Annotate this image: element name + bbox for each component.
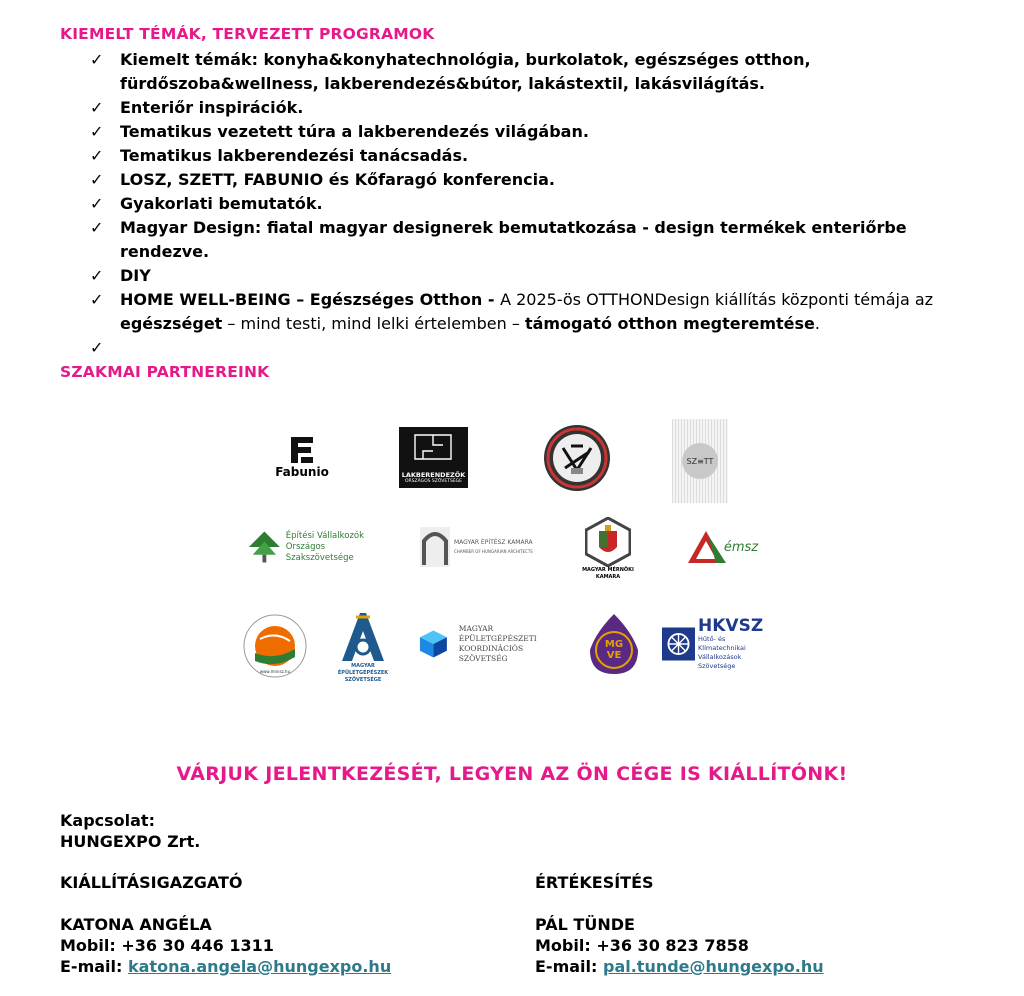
mek-logo: MAGYAR ÉPÍTÉSZ KAMARA CHAMBER OF HUNGARIAN ARCHITECTS xyxy=(420,525,535,569)
list-item-empty xyxy=(90,336,980,360)
list-item: ✓ LOSZ, SZETT, FABUNIO és Kőfaragó konferencia. xyxy=(90,168,980,192)
call-to-action: VÁRJUK JELENTKEZÉSÉT, LEGYEN AZ ÖN CÉGE IS KIÁLLÍTÓNK! xyxy=(176,763,848,785)
list-item: ✓ Gyakorlati bemutatók. xyxy=(90,192,980,216)
fabunio-logo: Fabunio xyxy=(272,433,332,483)
check-icon: ✓ xyxy=(90,50,104,69)
fabunio-mark-icon xyxy=(287,437,317,463)
check-icon: ✓ xyxy=(90,266,104,285)
email-link[interactable]: katona.angela@hungexpo.hu xyxy=(127,957,392,976)
kofarago-logo xyxy=(541,424,613,492)
mmk-logo: MAGYAR MÉRNÖKI KAMARA xyxy=(578,514,638,584)
hkvsz-mark-icon xyxy=(662,626,695,662)
evosz-tree-icon xyxy=(247,529,282,565)
mmk-shield-icon xyxy=(585,517,631,567)
mepsz-logo: MAGYAR ÉPÜLETGÉPÉSZEK SZÖVETSÉGE xyxy=(332,606,394,688)
contact-phone: Mobil: +36 30 446 1311 xyxy=(60,936,274,955)
list-item: ✓ Tematikus lakberendezési tanácsadás. xyxy=(90,144,980,168)
check-icon: ✓ xyxy=(90,170,104,189)
contact-name: PÁL TÜNDE xyxy=(535,915,635,934)
emsz-logo: émsz xyxy=(682,527,762,567)
program-list xyxy=(90,48,980,360)
mek-arch-icon xyxy=(420,527,450,567)
check-icon: ✓ xyxy=(90,122,104,141)
list-item: ✓ HOME WELL-BEING – Egészséges Otthon - A 2025-ös OTTHONDesign kiállítás központi témája az egészséget – mind testi, mind lelki értelemben – támogató otthon megteremtése. xyxy=(90,290,934,333)
email-link[interactable]: pal.tunde@hungexpo.hu xyxy=(602,957,824,976)
list-item: ✓ Tematikus vezetett túra a lakberendezés világában. xyxy=(90,120,980,144)
list-item: ✓ Kiemelt témák: konyha&konyhatechnológia, burkolatok, egészséges otthon, fürdőszoba&wellness, lakberendezés&bútor, lakástextil, lakásvilágítás. xyxy=(90,50,811,93)
list-item: ✓ Magyar Design: fiatal magyar designerek bemutatkozása - design termékek enteriőrbe rendezve. xyxy=(90,218,907,261)
mekosz-logo: MAGYAR ÉPÜLETGÉPÉSZETI KOORDINÁCIÓS SZÖVETSÉG xyxy=(418,622,570,666)
list-item: ✓ Enteriőr inspirációk. xyxy=(90,96,980,120)
contact-header xyxy=(60,810,200,852)
check-icon: ✓ xyxy=(90,290,104,309)
contact-email: E-mail: katona.angela@hungexpo.hu xyxy=(60,957,392,976)
contact-email: E-mail: pal.tunde@hungexpo.hu xyxy=(535,957,824,976)
emsz-triangle-icon xyxy=(686,529,726,565)
losz-logo: LAKBERENDEZŐK ORSZÁGOS SZÖVETSÉGE xyxy=(399,427,468,488)
losz-floorplan-icon xyxy=(413,433,453,461)
contact-name: KATONA ANGÉLA xyxy=(60,915,212,934)
stonemason-seal-icon xyxy=(541,424,613,492)
mekosz-cube-icon xyxy=(418,628,449,660)
evosz-logo: Építési Vállalkozók Országos Szakszövetsége xyxy=(247,528,392,566)
check-icon: ✓ xyxy=(90,338,104,357)
list-item: ✓ DIY xyxy=(90,264,980,288)
mepsz-mark-icon xyxy=(336,611,390,663)
check-icon: ✓ xyxy=(90,98,104,117)
section-title-programs: KIEMELT TÉMÁK, TERVEZETT PROGRAMOK xyxy=(60,25,435,43)
contact-right xyxy=(535,872,824,977)
contact-label: Kapcsolat: xyxy=(60,811,155,830)
szett-logo: SZ≡TT xyxy=(672,419,728,503)
contact-phone: Mobil: +36 30 823 7858 xyxy=(535,936,749,955)
contact-role: KIÁLLÍTÁSIGAZGATÓ xyxy=(60,873,243,892)
check-icon: ✓ xyxy=(90,194,104,213)
company-name: HUNGEXPO Zrt. xyxy=(60,832,201,851)
hkvsz-logo: HKVSZ Hűtő- és Klímatechnikai Vállalkozások Szövetsége xyxy=(662,625,774,663)
mnnsz-logo: www.mnnsz.hu xyxy=(242,613,308,679)
check-icon: ✓ xyxy=(90,218,104,237)
contact-role: ÉRTÉKESÍTÉS xyxy=(535,873,654,892)
mgve-logo: MG VE xyxy=(586,612,642,676)
contact-left xyxy=(60,872,391,977)
section-title-partners: SZAKMAI PARTNEREINK xyxy=(60,363,270,381)
check-icon: ✓ xyxy=(90,146,104,165)
